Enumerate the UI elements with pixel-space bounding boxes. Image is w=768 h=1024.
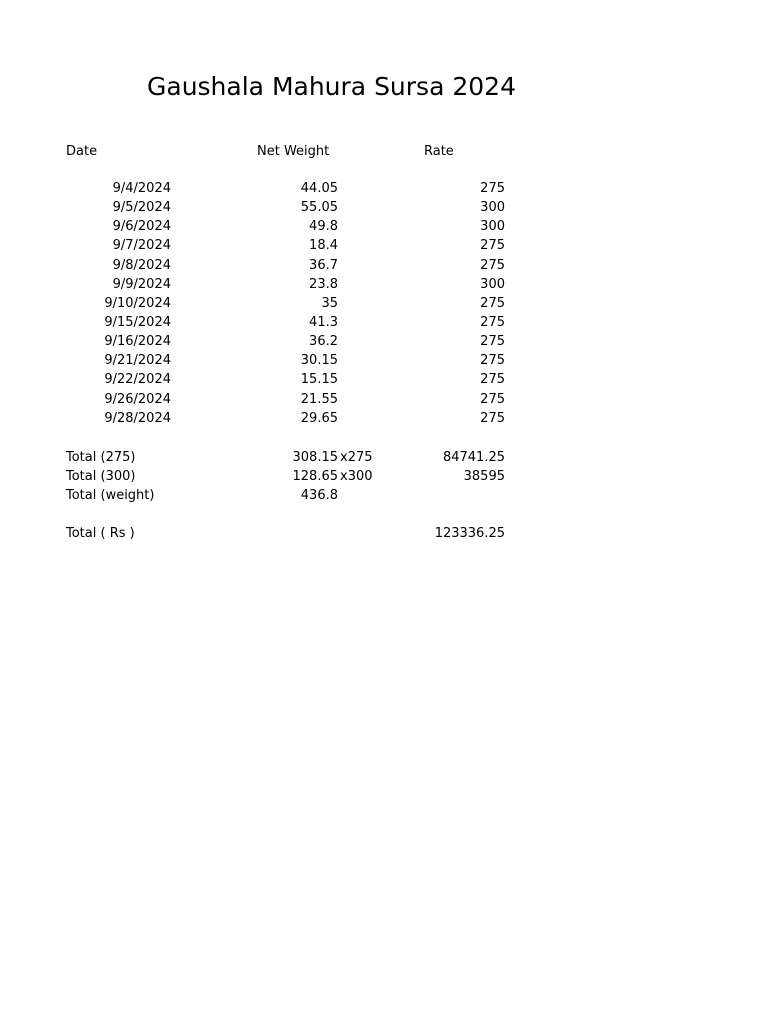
table-row <box>0 179 768 198</box>
rate-cell: 275 <box>480 372 505 388</box>
net-weight-cell: 36.2 <box>309 334 338 350</box>
rate-cell: 275 <box>480 391 505 407</box>
table-row <box>0 313 768 332</box>
date-cell: 9/22/2024 <box>104 372 171 388</box>
rate-cell: 300 <box>480 219 505 235</box>
rate-cell: 275 <box>480 314 505 330</box>
date-cell: 9/8/2024 <box>112 257 171 273</box>
total-weight-label: Total (weight) <box>66 488 155 503</box>
table-row <box>0 332 768 351</box>
net-weight-cell: 30.15 <box>300 353 338 369</box>
net-weight-cell: 21.55 <box>300 391 338 407</box>
date-cell: 9/10/2024 <box>104 295 171 311</box>
header-rate: Rate <box>424 144 454 159</box>
total-275-weight: 308.15 <box>292 450 338 465</box>
rate-cell: 275 <box>480 181 505 196</box>
table-row <box>0 409 768 428</box>
rate-cell: 275 <box>480 238 505 254</box>
total-275-amount: 84741.25 <box>442 450 505 465</box>
table-row <box>0 217 768 236</box>
date-cell: 9/4/2024 <box>112 181 171 196</box>
date-cell: 9/5/2024 <box>112 200 171 216</box>
date-cell: 9/9/2024 <box>112 276 171 292</box>
table-row <box>0 275 768 294</box>
net-weight-cell: 36.7 <box>309 257 338 273</box>
total-rs-label: Total ( Rs ) <box>66 526 135 541</box>
net-weight-cell: 23.8 <box>309 276 338 292</box>
rate-cell: 275 <box>480 410 505 426</box>
net-weight-cell: 44.05 <box>300 181 338 196</box>
total-300-amount: 38595 <box>463 469 505 484</box>
table-row <box>0 236 768 255</box>
total-300-weight: 128.65 <box>292 469 338 484</box>
net-weight-cell: 18.4 <box>309 238 338 254</box>
total-300-label: Total (300) <box>66 469 136 484</box>
rate-cell: 300 <box>480 200 505 216</box>
rate-cell: 275 <box>480 295 505 311</box>
total-300-multiplier: x300 <box>340 469 373 484</box>
date-cell: 9/21/2024 <box>104 353 171 369</box>
date-cell: 9/26/2024 <box>104 391 171 407</box>
total-rs-amount: 123336.25 <box>434 526 505 541</box>
table-row <box>0 370 768 389</box>
date-cell: 9/28/2024 <box>104 410 171 426</box>
date-cell: 9/7/2024 <box>112 238 171 254</box>
rate-cell: 275 <box>480 353 505 369</box>
table-row <box>0 351 768 370</box>
net-weight-cell: 35 <box>321 295 338 311</box>
net-weight-cell: 15.15 <box>300 372 338 388</box>
net-weight-cell: 41.3 <box>309 314 338 330</box>
table-row <box>0 198 768 217</box>
date-cell: 9/15/2024 <box>104 314 171 330</box>
header-date: Date <box>66 144 98 159</box>
table-row <box>0 294 768 313</box>
net-weight-cell: 29.65 <box>300 410 338 426</box>
page-title: Gaushala Mahura Sursa 2024 <box>147 72 516 101</box>
total-275-label: Total (275) <box>66 450 136 465</box>
table-row <box>0 256 768 275</box>
date-cell: 9/6/2024 <box>112 219 171 235</box>
date-cell: 9/16/2024 <box>104 334 171 350</box>
total-weight-value: 436.8 <box>300 488 338 503</box>
table-row <box>0 390 768 409</box>
rate-cell: 275 <box>480 334 505 350</box>
net-weight-cell: 49.8 <box>309 219 338 235</box>
net-weight-cell: 55.05 <box>300 200 338 216</box>
rate-cell: 275 <box>480 257 505 273</box>
header-net-weight: Net Weight <box>257 144 330 159</box>
rate-cell: 300 <box>480 276 505 292</box>
total-275-multiplier: x275 <box>340 450 373 465</box>
data-table <box>0 179 768 428</box>
